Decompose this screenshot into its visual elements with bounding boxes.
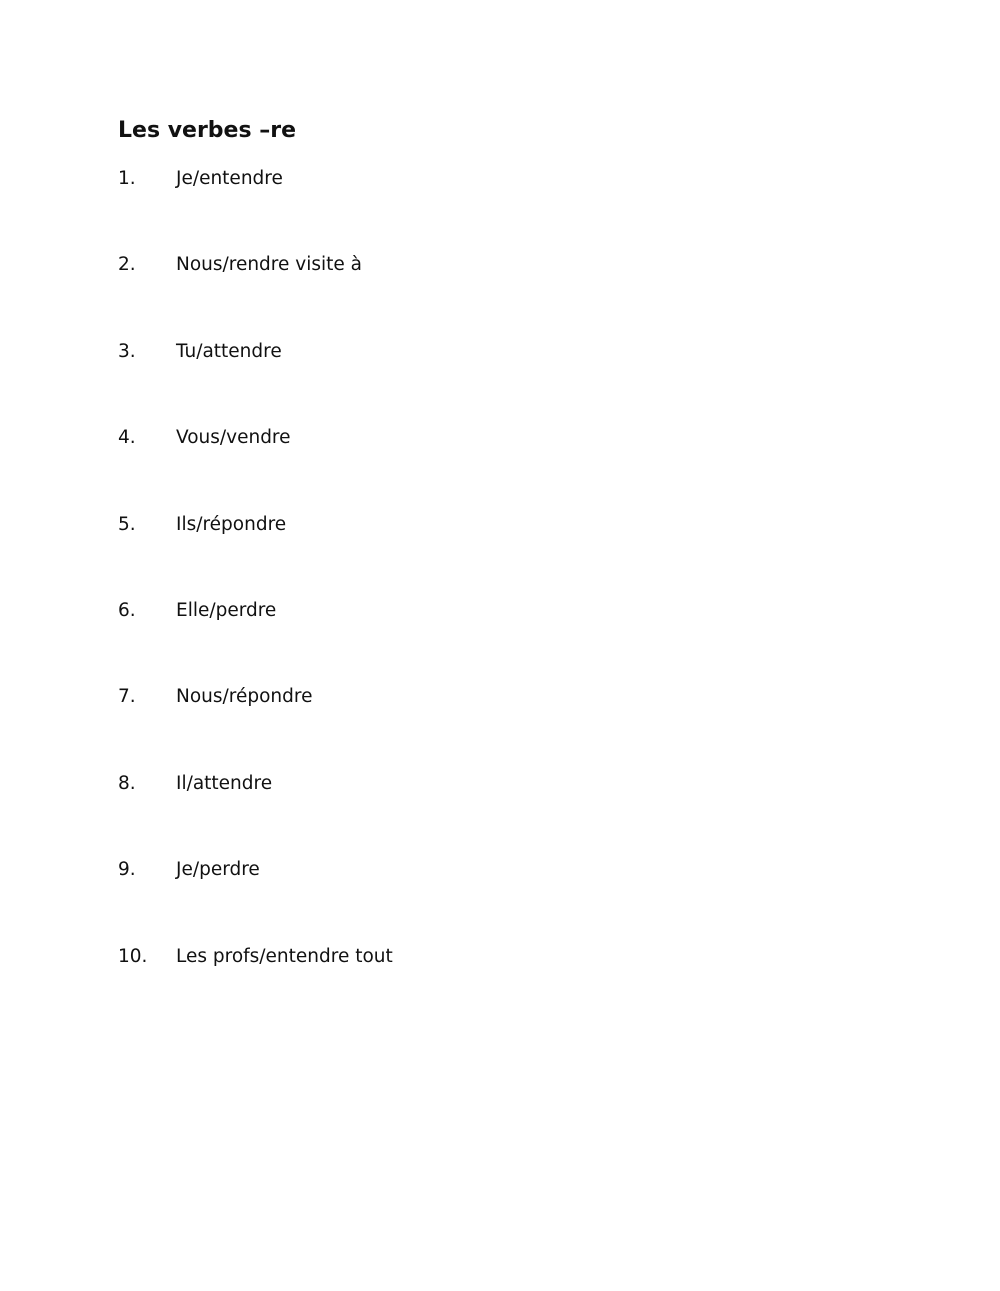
item-text: Il/attendre <box>176 772 273 794</box>
item-number: 10. <box>118 945 148 967</box>
list-item <box>118 771 393 857</box>
item-number: 5. <box>118 513 136 535</box>
list-item <box>118 857 393 943</box>
list-item <box>118 598 393 684</box>
item-number: 4. <box>118 427 136 449</box>
exercise-list <box>118 166 393 1030</box>
item-number: 8. <box>118 772 136 794</box>
item-number: 1. <box>118 168 136 189</box>
item-text: Ils/répondre <box>176 513 287 535</box>
item-number: 3. <box>118 340 136 362</box>
list-item <box>118 166 393 252</box>
item-text: Elle/perdre <box>176 599 277 621</box>
item-text: Je/perdre <box>176 859 260 881</box>
item-text: Je/entendre <box>176 168 283 189</box>
item-number: 6. <box>118 599 136 621</box>
item-number: 2. <box>118 254 136 276</box>
item-number: 9. <box>118 859 136 881</box>
list-item <box>118 425 393 511</box>
item-text: Vous/vendre <box>176 427 291 449</box>
list-item <box>118 252 393 338</box>
page-title: Les verbes –re <box>118 118 296 143</box>
list-item <box>118 944 393 1030</box>
item-text: Tu/attendre <box>176 340 282 362</box>
list-item <box>118 512 393 598</box>
list-item <box>118 684 393 770</box>
item-text: Nous/rendre visite à <box>176 254 362 276</box>
item-text: Nous/répondre <box>176 686 313 708</box>
list-item <box>118 339 393 425</box>
item-number: 7. <box>118 686 136 708</box>
item-text: Les profs/entendre tout <box>176 945 393 967</box>
